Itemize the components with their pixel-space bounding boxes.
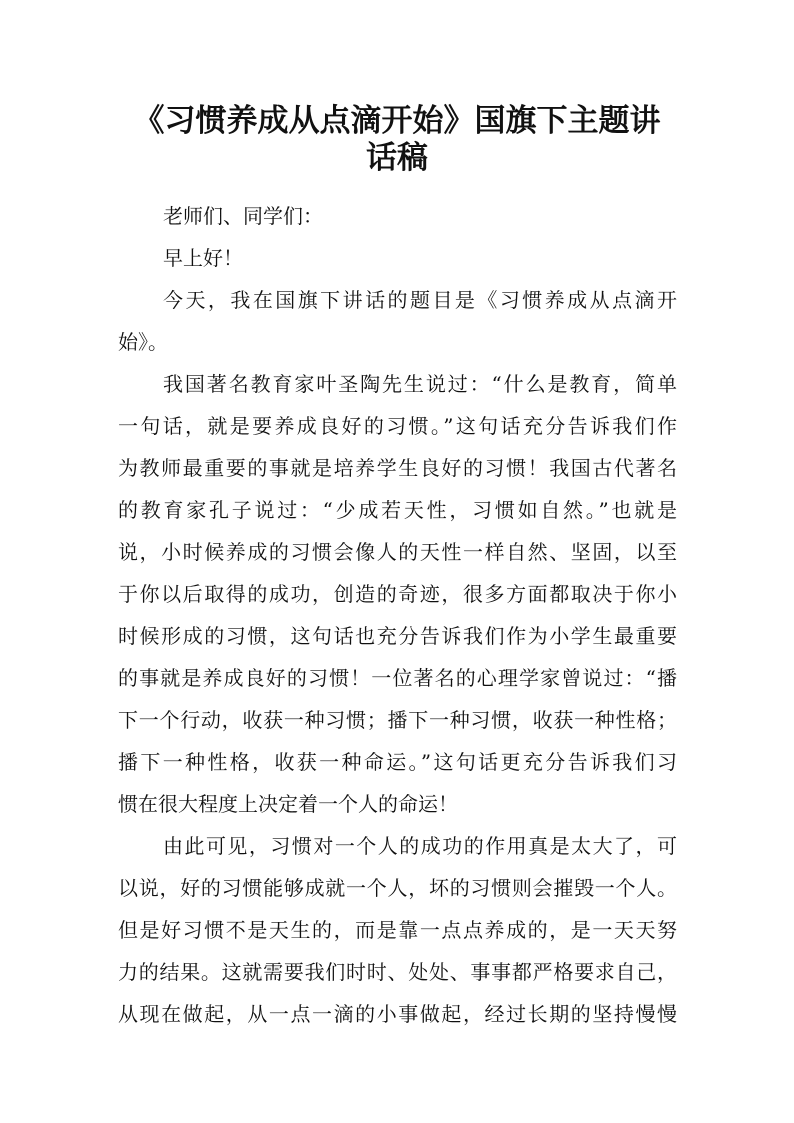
document-title — [0, 103, 794, 177]
paragraph-line: 以说，好的习惯能够成就一个人，坏的习惯则会摧毁一个人。 — [118, 876, 677, 900]
paragraph-line: 从现在做起，从一点一滴的小事做起，经过长期的坚持慢慢 — [118, 1002, 677, 1026]
paragraph-line: 今天，我在国旗下讲话的题目是《习惯养成从点滴开 — [163, 288, 677, 312]
paragraph-line: 的事就是养成良好的习惯！一位著名的心理学家曾说过：“播 — [118, 666, 677, 690]
paragraph-line: 但是好习惯不是天生的，而是靠一点点养成的，是一天天努 — [118, 918, 677, 942]
salutation: 老师们、同学们： — [163, 204, 323, 228]
paragraph-line: 说，小时候养成的习惯会像人的天性一样自然、坚固，以至 — [118, 540, 677, 564]
paragraph-line: 的教育家孔子说过：“少成若天性，习惯如自然。”也就是 — [118, 498, 677, 522]
paragraph-line: 始》。 — [118, 330, 168, 354]
paragraph-line: 由此可见，习惯对一个人的成功的作用真是太大了，可 — [163, 834, 677, 858]
paragraph-line: 于你以后取得的成功，创造的奇迹，很多方面都取决于你小 — [118, 582, 677, 606]
paragraph-line: 一句话，就是要养成良好的习惯。”这句话充分告诉我们作 — [118, 414, 677, 438]
paragraph-line: 下一个行动，收获一种习惯；播下一种习惯，收获一种性格； — [118, 708, 677, 732]
paragraph-line: 惯在很大程度上决定着一个人的命运！ — [118, 792, 458, 816]
paragraph-line: 我国著名教育家叶圣陶先生说过：“什么是教育，简单 — [163, 372, 677, 396]
paragraph-line: 力的结果。这就需要我们时时、处处、事事都严格要求自己， — [118, 960, 677, 984]
document-body — [118, 195, 677, 1035]
paragraph-line: 时候形成的习惯，这句话也充分告诉我们作为小学生最重要 — [118, 624, 677, 648]
paragraph-line: 为教师最重要的事就是培养学生良好的习惯！我国古代著名 — [118, 456, 677, 480]
paragraph-line: 播下一种性格，收获一种命运。”这句话更充分告诉我们习 — [118, 750, 677, 774]
greeting: 早上好！ — [163, 246, 243, 270]
title-line: 话稿 — [366, 140, 428, 176]
title-line: 《习惯养成从点滴开始》国旗下主题讲 — [133, 103, 661, 139]
